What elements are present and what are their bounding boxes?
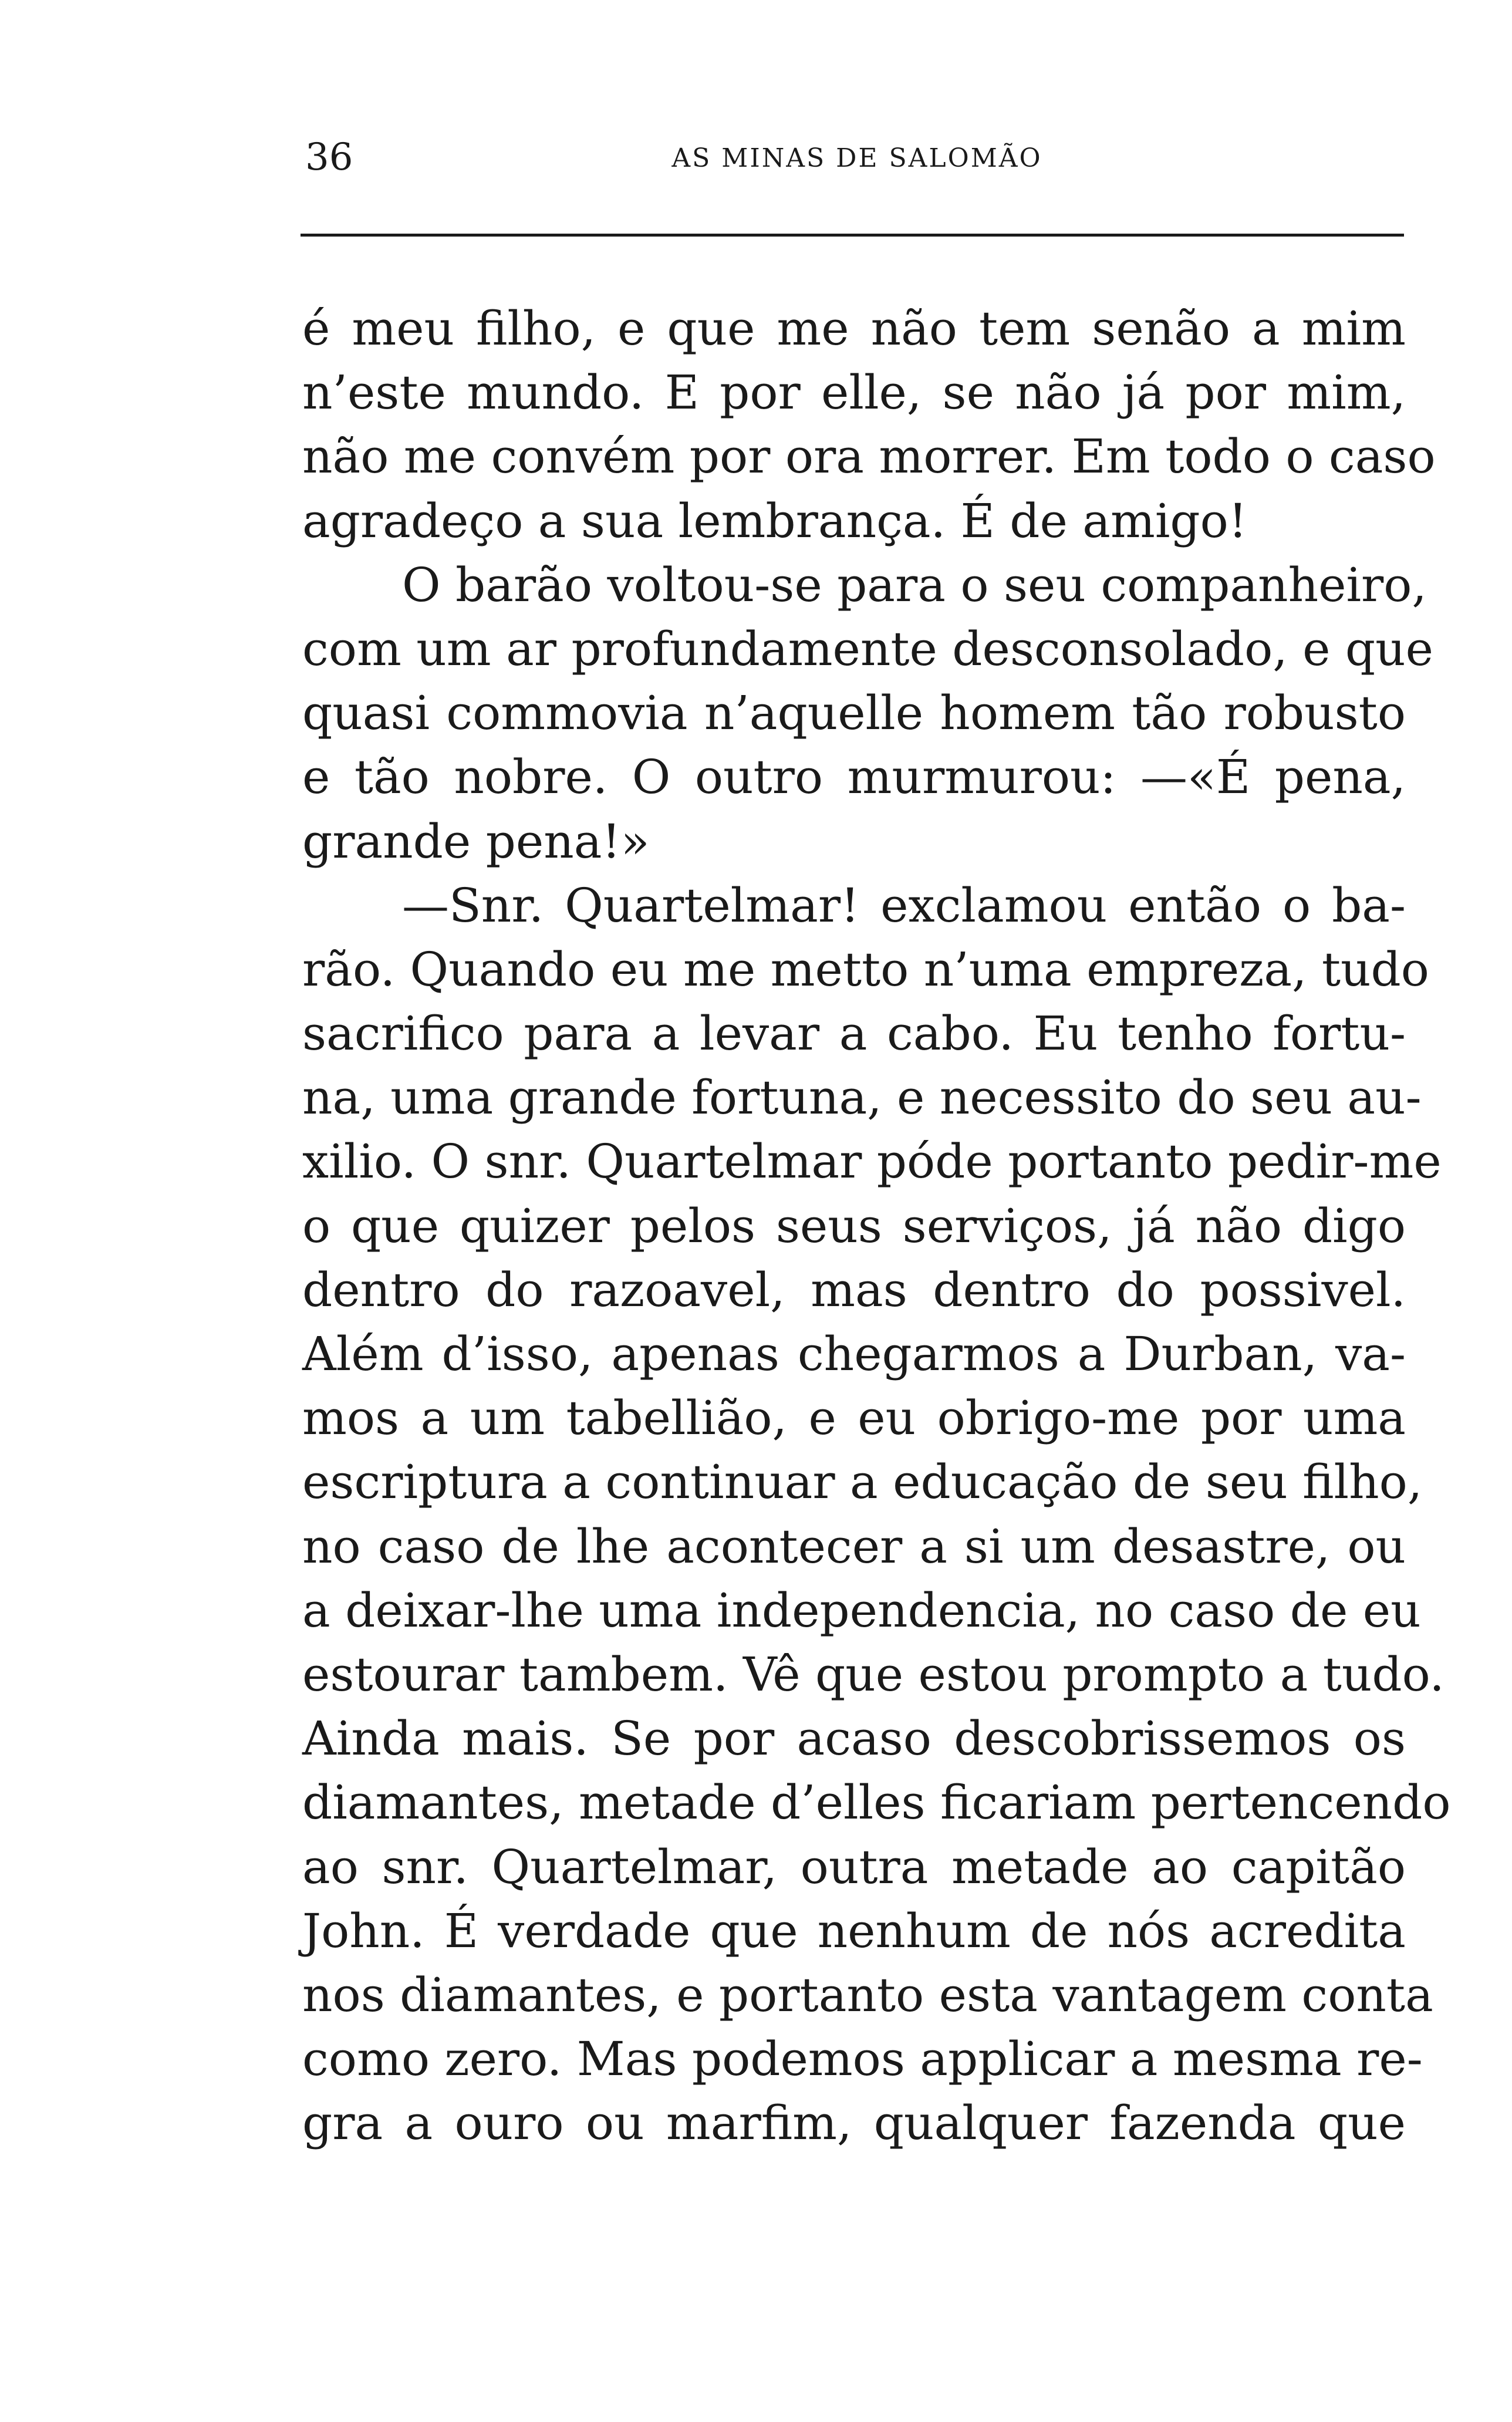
text-line: —Snr. Quartelmar! exclamou então o ba- [402, 878, 1406, 933]
text-line: O barão voltou-se para o seu companheiro, [402, 557, 1427, 612]
text-line: é meu filho, e que me não tem senão a mim [302, 301, 1406, 356]
text-line: não me convém por ora morrer. Em todo o caso [302, 429, 1436, 484]
text-line: estourar tambem. Vê que estou prompto a tudo. [302, 1647, 1445, 1702]
text-line: xilio. O snr. Quartelmar póde portanto pedir-me [302, 1134, 1442, 1189]
text-line: Além d’isso, apenas chegarmos a Durban, va- [302, 1327, 1406, 1381]
text-line: agradeço a sua lembrança. É de amigo! [302, 493, 1247, 548]
header-rule [301, 234, 1404, 237]
text-line: a deixar-lhe uma independencia, no caso de eu [302, 1583, 1421, 1638]
text-line: com um ar profundamente desconsolado, e que [302, 621, 1433, 676]
text-line: diamantes, metade d’elles ficariam pertencendo [302, 1775, 1451, 1830]
text-line: como zero. Mas podemos applicar a mesma re- [302, 2032, 1423, 2087]
text-line: quasi commovia n’aquelle homem tão robusto [302, 686, 1406, 741]
page-number: 36 [305, 136, 353, 179]
text-line: e tão nobre. O outro murmurou: —«É pena, [302, 750, 1406, 805]
text-line: sacrifico para a levar a cabo. Eu tenho fortu- [302, 1006, 1406, 1061]
text-line: na, uma grande fortuna, e necessito do seu au- [302, 1070, 1422, 1125]
text-line: John. É verdade que nenhum de nós acredita [302, 1903, 1406, 1958]
running-title: AS MINAS DE SALOMÃO [671, 143, 1042, 173]
text-line: grande pena!» [302, 814, 650, 869]
text-line: dentro do razoavel, mas dentro do possivel. [302, 1262, 1406, 1317]
body-text [302, 296, 1451, 2155]
page-header [305, 123, 1409, 194]
text-line: escriptura a continuar a educação de seu filho, [302, 1455, 1423, 1510]
text-line: n’este mundo. E por elle, se não já por mim, [302, 365, 1406, 420]
text-line: gra a ouro ou marfim, qualquer fazenda que [302, 2096, 1406, 2151]
text-line: ao snr. Quartelmar, outra metade ao capitão [302, 1839, 1406, 1894]
text-line: no caso de lhe acontecer a si um desastre, ou [302, 1519, 1406, 1574]
text-line: Ainda mais. Se por acaso descobrissemos os [302, 1711, 1406, 1766]
text-line: o que quizer pelos seus serviços, já não digo [302, 1198, 1406, 1253]
text-line: mos a um tabellião, e eu obrigo-me por uma [302, 1391, 1406, 1446]
text-line: rão. Quando eu me metto n’uma empreza, tudo [302, 942, 1429, 997]
text-line: nos diamantes, e portanto esta vantagem conta [302, 1967, 1433, 2022]
